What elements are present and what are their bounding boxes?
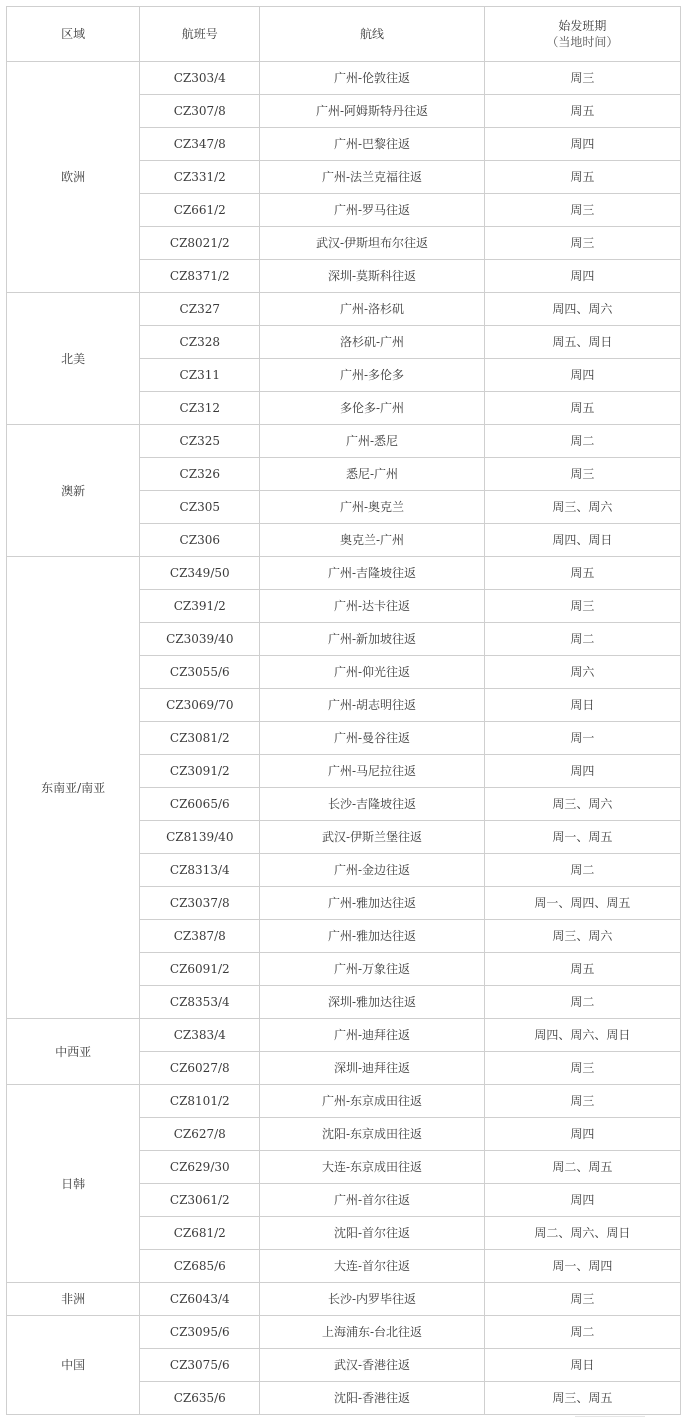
- departure-days-cell: 周三、周六: [484, 491, 680, 524]
- flight-number-cell: CZ3039/40: [140, 623, 260, 656]
- departure-days-cell: 周日: [484, 689, 680, 722]
- flight-number-cell: CZ8371/2: [140, 260, 260, 293]
- route-cell: 广州-首尔往返: [260, 1184, 484, 1217]
- route-cell: 大连-东京成田往返: [260, 1151, 484, 1184]
- departure-days-cell: 周五: [484, 161, 680, 194]
- table-body: [7, 62, 681, 1415]
- flight-number-cell: CZ306: [140, 524, 260, 557]
- header-region: 区域: [7, 7, 140, 62]
- departure-days-cell: 周三: [484, 1283, 680, 1316]
- departure-days-cell: 周三: [484, 590, 680, 623]
- route-cell: 广州-曼谷往返: [260, 722, 484, 755]
- route-cell: 奥克兰-广州: [260, 524, 484, 557]
- route-cell: 沈阳-香港往返: [260, 1382, 484, 1415]
- departure-days-cell: 周五: [484, 95, 680, 128]
- flight-number-cell: CZ327: [140, 293, 260, 326]
- flight-number-cell: CZ383/4: [140, 1019, 260, 1052]
- flight-number-cell: CZ391/2: [140, 590, 260, 623]
- route-cell: 广州-巴黎往返: [260, 128, 484, 161]
- departure-days-cell: 周三: [484, 227, 680, 260]
- route-cell: 长沙-内罗毕往返: [260, 1283, 484, 1316]
- flight-number-cell: CZ307/8: [140, 95, 260, 128]
- departure-days-cell: 周三: [484, 1052, 680, 1085]
- route-cell: 深圳-迪拜往返: [260, 1052, 484, 1085]
- departure-days-cell: 周二: [484, 425, 680, 458]
- flight-number-cell: CZ6065/6: [140, 788, 260, 821]
- flight-number-cell: CZ8353/4: [140, 986, 260, 1019]
- flight-number-cell: CZ331/2: [140, 161, 260, 194]
- departure-days-cell: 周三: [484, 194, 680, 227]
- route-cell: 广州-东京成田往返: [260, 1085, 484, 1118]
- flight-number-cell: CZ6027/8: [140, 1052, 260, 1085]
- route-cell: 广州-马尼拉往返: [260, 755, 484, 788]
- flight-number-cell: CZ305: [140, 491, 260, 524]
- header-route: 航线: [260, 7, 484, 62]
- departure-days-cell: 周四: [484, 359, 680, 392]
- departure-days-cell: 周一: [484, 722, 680, 755]
- flight-number-cell: CZ6091/2: [140, 953, 260, 986]
- route-cell: 广州-伦敦往返: [260, 62, 484, 95]
- route-cell: 广州-新加坡往返: [260, 623, 484, 656]
- flight-number-cell: CZ635/6: [140, 1382, 260, 1415]
- route-cell: 广州-雅加达往返: [260, 920, 484, 953]
- region-cell: 北美: [7, 293, 140, 425]
- route-cell: 广州-罗马往返: [260, 194, 484, 227]
- departure-days-cell: 周四: [484, 1118, 680, 1151]
- flight-number-cell: CZ326: [140, 458, 260, 491]
- flight-number-cell: CZ325: [140, 425, 260, 458]
- departure-days-cell: 周二: [484, 986, 680, 1019]
- route-cell: 广州-胡志明往返: [260, 689, 484, 722]
- flight-number-cell: CZ328: [140, 326, 260, 359]
- departure-days-cell: 周二、周六、周日: [484, 1217, 680, 1250]
- region-cell: 非洲: [7, 1283, 140, 1316]
- header-departure-days-note: （当地时间）: [546, 35, 619, 49]
- table-row: [7, 293, 681, 326]
- route-cell: 广州-洛杉矶: [260, 293, 484, 326]
- flight-number-cell: CZ681/2: [140, 1217, 260, 1250]
- departure-days-cell: 周日: [484, 1349, 680, 1382]
- table-row: [7, 1283, 681, 1316]
- table-row: [7, 1316, 681, 1349]
- departure-days-cell: 周四: [484, 1184, 680, 1217]
- flight-number-cell: CZ3095/6: [140, 1316, 260, 1349]
- flight-number-cell: CZ8101/2: [140, 1085, 260, 1118]
- flight-number-cell: CZ3037/8: [140, 887, 260, 920]
- flight-number-cell: CZ661/2: [140, 194, 260, 227]
- flight-number-cell: CZ347/8: [140, 128, 260, 161]
- departure-days-cell: 周五: [484, 557, 680, 590]
- flight-number-cell: CZ8313/4: [140, 854, 260, 887]
- table-row: [7, 557, 681, 590]
- route-cell: 广州-悉尼: [260, 425, 484, 458]
- departure-days-cell: 周四: [484, 260, 680, 293]
- departure-days-cell: 周二: [484, 854, 680, 887]
- departure-days-cell: 周一、周四: [484, 1250, 680, 1283]
- flight-number-cell: CZ312: [140, 392, 260, 425]
- route-cell: 广州-万象往返: [260, 953, 484, 986]
- route-cell: 武汉-香港往返: [260, 1349, 484, 1382]
- route-cell: 悉尼-广州: [260, 458, 484, 491]
- route-cell: 深圳-莫斯科往返: [260, 260, 484, 293]
- route-cell: 广州-吉隆坡往返: [260, 557, 484, 590]
- flight-number-cell: CZ311: [140, 359, 260, 392]
- departure-days-cell: 周三、周六: [484, 920, 680, 953]
- header-flight-number: 航班号: [140, 7, 260, 62]
- departure-days-cell: 周四: [484, 755, 680, 788]
- route-cell: 洛杉矶-广州: [260, 326, 484, 359]
- route-cell: 广州-阿姆斯特丹往返: [260, 95, 484, 128]
- table-header: [7, 7, 681, 62]
- flight-number-cell: CZ3069/70: [140, 689, 260, 722]
- flight-number-cell: CZ387/8: [140, 920, 260, 953]
- flight-number-cell: CZ627/8: [140, 1118, 260, 1151]
- departure-days-cell: 周三: [484, 62, 680, 95]
- departure-days-cell: 周三: [484, 458, 680, 491]
- departure-days-cell: 周四、周日: [484, 524, 680, 557]
- region-cell: 中国: [7, 1316, 140, 1415]
- departure-days-cell: 周二、周五: [484, 1151, 680, 1184]
- route-cell: 沈阳-东京成田往返: [260, 1118, 484, 1151]
- departure-days-cell: 周二: [484, 1316, 680, 1349]
- route-cell: 深圳-雅加达往返: [260, 986, 484, 1019]
- departure-days-cell: 周四: [484, 128, 680, 161]
- departure-days-cell: 周六: [484, 656, 680, 689]
- region-cell: 日韩: [7, 1085, 140, 1283]
- flight-number-cell: CZ3061/2: [140, 1184, 260, 1217]
- region-cell: 澳新: [7, 425, 140, 557]
- route-cell: 广州-仰光往返: [260, 656, 484, 689]
- route-cell: 广州-法兰克福往返: [260, 161, 484, 194]
- departure-days-cell: 周三、周五: [484, 1382, 680, 1415]
- departure-days-cell: 周二: [484, 623, 680, 656]
- bottom-divider: [575, 1416, 645, 1417]
- header-departure-days: [484, 7, 680, 62]
- flight-number-cell: CZ8139/40: [140, 821, 260, 854]
- route-cell: 广州-金边往返: [260, 854, 484, 887]
- departure-days-cell: 周五: [484, 392, 680, 425]
- route-cell: 广州-多伦多: [260, 359, 484, 392]
- flight-number-cell: CZ6043/4: [140, 1283, 260, 1316]
- route-cell: 多伦多-广州: [260, 392, 484, 425]
- flight-number-cell: CZ629/30: [140, 1151, 260, 1184]
- route-cell: 广州-奥克兰: [260, 491, 484, 524]
- departure-days-cell: 周四、周六: [484, 293, 680, 326]
- departure-days-cell: 周五、周日: [484, 326, 680, 359]
- region-cell: 中西亚: [7, 1019, 140, 1085]
- table-row: [7, 62, 681, 95]
- flight-schedule-table: [6, 6, 681, 1415]
- route-cell: 武汉-伊斯兰堡往返: [260, 821, 484, 854]
- route-cell: 沈阳-首尔往返: [260, 1217, 484, 1250]
- region-cell: 欧洲: [7, 62, 140, 293]
- departure-days-cell: 周三: [484, 1085, 680, 1118]
- header-departure-days-title: 始发班期: [558, 19, 607, 33]
- table-row: [7, 1019, 681, 1052]
- departure-days-cell: 周四、周六、周日: [484, 1019, 680, 1052]
- flight-number-cell: CZ349/50: [140, 557, 260, 590]
- departure-days-cell: 周五: [484, 953, 680, 986]
- route-cell: 上海浦东-台北往返: [260, 1316, 484, 1349]
- route-cell: 大连-首尔往返: [260, 1250, 484, 1283]
- route-cell: 武汉-伊斯坦布尔往返: [260, 227, 484, 260]
- departure-days-cell: 周三、周六: [484, 788, 680, 821]
- flight-number-cell: CZ3075/6: [140, 1349, 260, 1382]
- route-cell: 广州-雅加达往返: [260, 887, 484, 920]
- flight-number-cell: CZ3091/2: [140, 755, 260, 788]
- table-row: [7, 1085, 681, 1118]
- route-cell: 长沙-吉隆坡往返: [260, 788, 484, 821]
- flight-number-cell: CZ3055/6: [140, 656, 260, 689]
- flight-number-cell: CZ8021/2: [140, 227, 260, 260]
- departure-days-cell: 周一、周五: [484, 821, 680, 854]
- route-cell: 广州-达卡往返: [260, 590, 484, 623]
- flight-number-cell: CZ303/4: [140, 62, 260, 95]
- route-cell: 广州-迪拜往返: [260, 1019, 484, 1052]
- table-row: [7, 425, 681, 458]
- flight-number-cell: CZ685/6: [140, 1250, 260, 1283]
- region-cell: 东南亚/南亚: [7, 557, 140, 1019]
- header-row: [7, 7, 681, 62]
- departure-days-cell: 周一、周四、周五: [484, 887, 680, 920]
- flight-number-cell: CZ3081/2: [140, 722, 260, 755]
